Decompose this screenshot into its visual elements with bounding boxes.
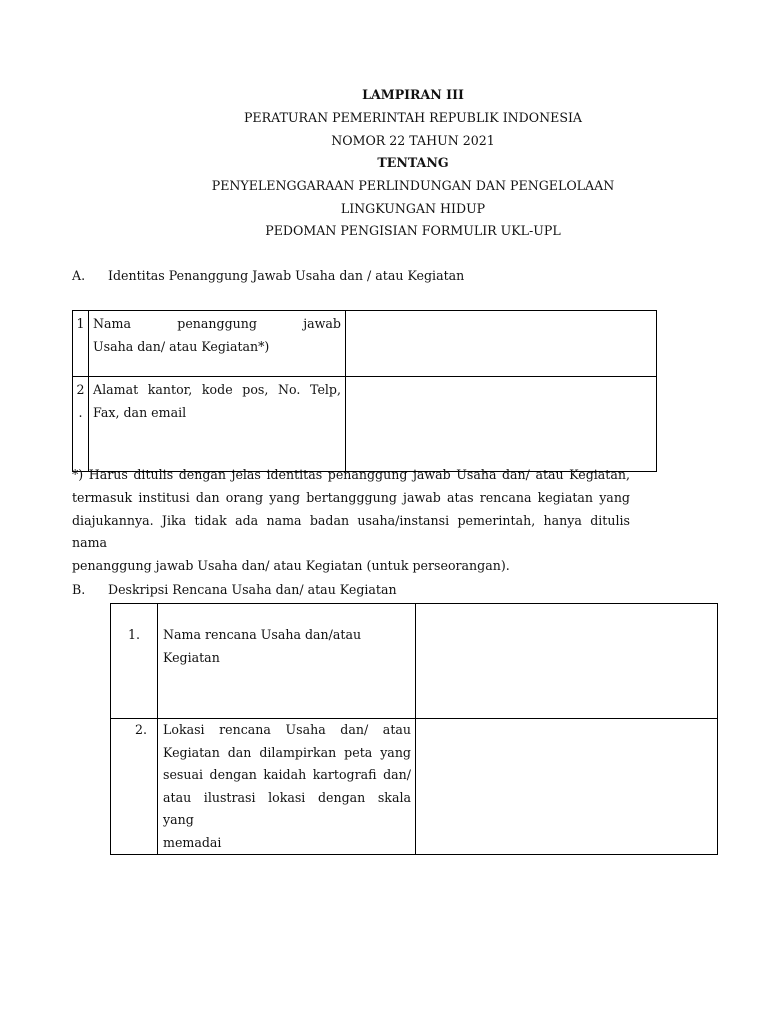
table-row [111, 604, 718, 719]
table-row [73, 311, 657, 377]
footnote-line: penanggung jawab Usaha dan/ atau Kegiatan (untuk perseorangan). [72, 558, 510, 574]
row-label-line: sesuai dengan kaidah kartografi dan/ [163, 767, 411, 782]
section-a-letter: A. [72, 268, 86, 283]
plan-location-field[interactable] [416, 719, 718, 855]
subject-line-1: PENYELENGGARAAN PERLINDUNGAN DAN PENGELOLAAN [211, 178, 615, 193]
row-label-line: Kegiatan dan dilampirkan peta yang [163, 744, 411, 760]
subject-line-2: LINGKUNGAN HIDUP [340, 201, 486, 216]
section-a-title: Identitas Penanggung Jawab Usaha dan / atau Kegiatan [108, 268, 465, 283]
row-label [158, 719, 416, 855]
row-label [89, 377, 346, 472]
row-label-line: Fax, dan email [93, 404, 187, 420]
row-label [89, 311, 346, 377]
subject-line-3: PEDOMAN PENGISIAN FORMULIR UKL-UPL [265, 223, 561, 238]
footnote [72, 464, 630, 578]
footnote-line: *) Harus ditulis dengan jelas identitas penanggung jawab Usaha dan/ atau Kegiatan, [72, 467, 630, 482]
regulation-title: PERATURAN PEMERINTAH REPUBLIK INDONESIA [243, 110, 583, 125]
row-number-digit: 2 [76, 382, 85, 397]
row-label-line: Usaha dan/ atau Kegiatan*) [93, 338, 270, 354]
row-label-line: atau ilustrasi lokasi dengan skala yang [163, 789, 411, 827]
plan-name-field[interactable] [416, 604, 718, 719]
section-b-letter: B. [72, 582, 86, 597]
about-heading: TENTANG [377, 155, 449, 170]
row-number [73, 377, 89, 472]
row-number-suffix: . [78, 404, 83, 420]
row-label-line: Nama penanggung jawab [93, 316, 341, 331]
responsible-name-field[interactable] [346, 311, 657, 377]
office-address-field[interactable] [346, 377, 657, 472]
row-label-line: memadai [163, 834, 222, 850]
regulation-number: NOMOR 22 TAHUN 2021 [331, 133, 495, 148]
row-label: Nama rencana Usaha dan/atau Kegiatan [158, 604, 416, 719]
section-b-title: Deskripsi Rencana Usaha dan/ atau Kegiatan [108, 582, 397, 597]
footnote-line: diajukannya. Jika tidak ada nama badan usaha/instansi pemerintah, hanya ditulis nama [72, 512, 630, 551]
footnote-line: termasuk institusi dan orang yang bertangggung jawab atas rencana kegiatan yang [72, 489, 630, 505]
row-label-line: Alamat kantor, kode pos, No. Telp, [93, 382, 341, 397]
row-number: 2. [111, 719, 158, 855]
identity-table [72, 310, 657, 472]
appendix-title: LAMPIRAN III [362, 87, 464, 102]
description-table [110, 603, 718, 855]
row-number: 1. [111, 604, 158, 719]
table-row [111, 719, 718, 855]
row-number: 1 [73, 311, 89, 377]
row-label-line: Lokasi rencana Usaha dan/ atau [163, 722, 411, 737]
table-row [73, 377, 657, 472]
